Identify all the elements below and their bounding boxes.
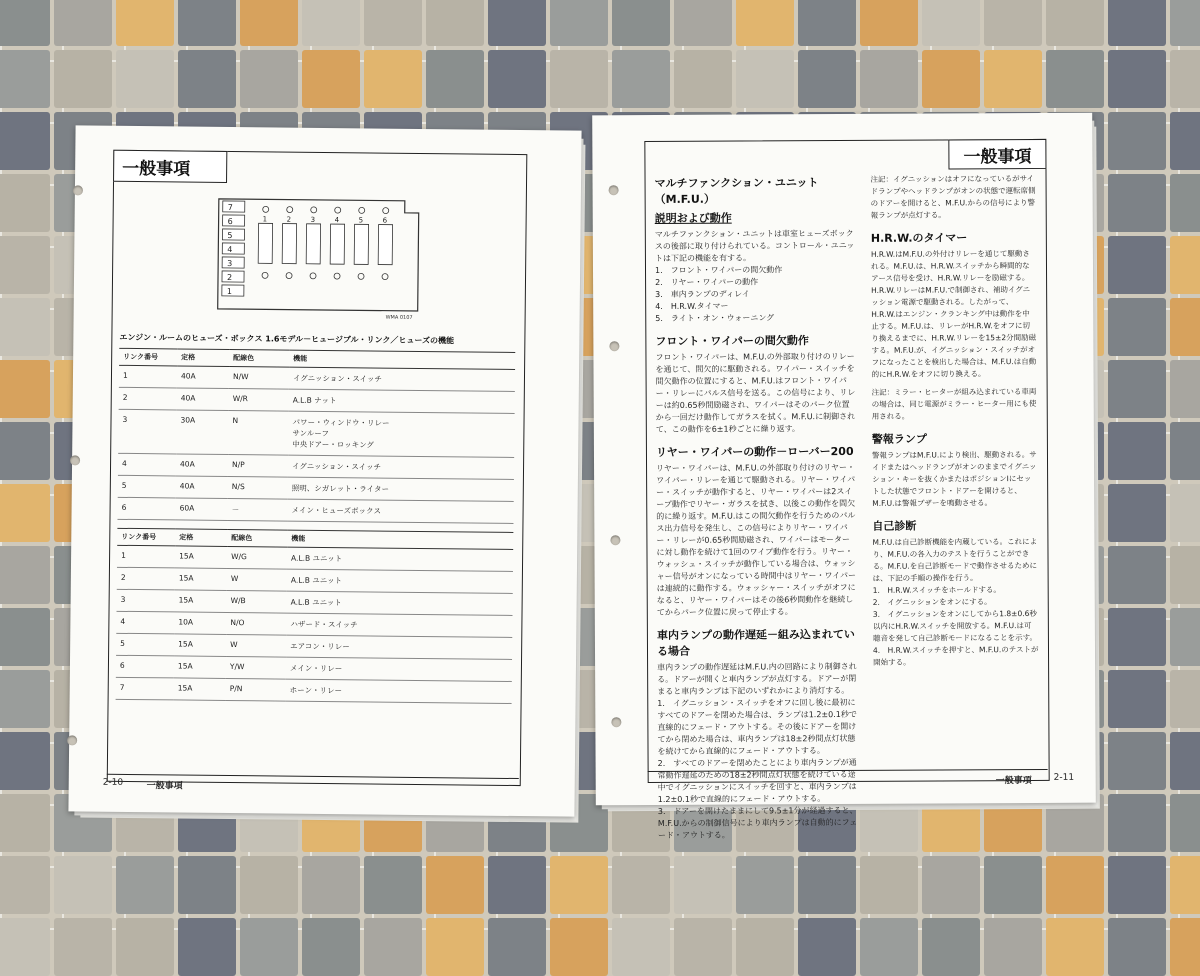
floor-tile: [860, 856, 918, 914]
floor-tile: [550, 0, 608, 46]
table-cell: 10A: [174, 612, 226, 635]
table-cell: 2: [117, 567, 175, 590]
floor-tile: [240, 918, 298, 976]
diagram-terminal: [382, 274, 388, 280]
table-cell: N: [228, 410, 288, 455]
intro-paragraph: マルチファンクション・ユニットは車室ヒューズボックスの後部に取り付けられている。コントロール・ユニットは下記の機能を有する。: [654, 228, 855, 263]
floor-tile: [1108, 918, 1166, 976]
note-2: 注記：ミラー・ヒーターが組み込まれている車両の場合は、同じ電源がミラー・ヒーター用にも使用される。: [871, 386, 1037, 421]
floor-tile: [1108, 670, 1166, 728]
table-cell: 15A: [175, 568, 227, 591]
floor-tile: [1170, 298, 1200, 356]
floor-tile: [116, 50, 174, 108]
diagram-col-number: 6: [382, 216, 388, 225]
floor-tile: [860, 0, 918, 46]
diagram-link-slot: [222, 285, 244, 296]
floor-tile: [1170, 112, 1200, 170]
floor-tile: [736, 856, 794, 914]
diagram-fuse-slot: [258, 223, 272, 263]
diagram-terminal: [262, 272, 268, 278]
table-cell: A.L.B ナット: [289, 389, 515, 413]
floor-tile: [0, 50, 50, 108]
floor-tile: [1108, 546, 1166, 604]
footer-title: 一般事項: [146, 781, 183, 792]
left-page: [68, 125, 581, 816]
self-diagnosis-step: 3. イグニッションをオンにしてから1.8±0.6秒以内にH.R.W.スイッチを開放する。M.F.U.は可聴音を発して自己診断モードになることを示す。: [872, 608, 1038, 643]
floor-tile: [116, 0, 174, 46]
table-cell: P/N: [226, 678, 286, 701]
floor-tile: [798, 856, 856, 914]
table-cell: 40A: [176, 476, 228, 499]
warning-lamp-text: 警報ランプはM.F.U.により検出、駆動される。サイドまたはヘッドランプがオンのままでイグニッション・キーを抜くかまたはポジションⅠにセットした状態でフロント・ドアーを開けると、M.F.U.は警報ブザーを鳴動させる。: [871, 449, 1037, 508]
floor-tile: [0, 360, 50, 418]
floor-tile: [54, 50, 112, 108]
self-diagnosis-step: 2. イグニッションをオンにする。: [872, 597, 992, 607]
floor-tile: [1046, 0, 1104, 46]
floor-tile: [0, 112, 50, 170]
floor-tile: [1170, 50, 1200, 108]
rear-wiper-heading: リヤー・ワイパーの動作－ローバー200: [655, 444, 854, 459]
floor-tile: [922, 0, 980, 46]
diagram-row-number: 5: [227, 230, 233, 241]
floor-tile: [178, 50, 236, 108]
floor-tile: [302, 856, 360, 914]
diagram-terminal: [358, 273, 364, 279]
table-header-cell: リンク番号: [117, 528, 175, 546]
diagram-terminal: [287, 207, 293, 213]
floor-tile: [1108, 174, 1166, 232]
floor-tile: [674, 856, 732, 914]
floor-tile: [1170, 0, 1200, 46]
hrw-timer-heading: H.R.W.のタイマー: [870, 231, 968, 245]
floor-tile: [1108, 50, 1166, 108]
diagram-col-number: 5: [358, 216, 364, 225]
floor-tile: [612, 50, 670, 108]
table-cell: ハザード・スイッチ: [286, 613, 512, 637]
floor-tile: [1108, 608, 1166, 666]
diagram-row-number: 1: [226, 286, 233, 297]
note-1: 注記：イグニッションはオフになっているがサイドランプやヘッドランプがオンの状態で運転席側のドアーを開けると、M.F.U.からの信号により警報ランプが点灯する。: [870, 174, 1036, 220]
floor-tile: [1046, 856, 1104, 914]
footer-page-number: 2-11: [1053, 772, 1075, 783]
floor-tile: [1108, 236, 1166, 294]
floor-tile: [1170, 732, 1200, 790]
page-title: [113, 150, 227, 183]
diagram-col-number: 3: [310, 215, 316, 224]
table-cell: エアコン・リレー: [286, 635, 512, 659]
floor-tile: [426, 0, 484, 46]
floor-tile: [426, 918, 484, 976]
table-cell: 40A: [177, 366, 229, 389]
table-header-cell: 定格: [177, 349, 229, 367]
diagram-fuse-slot: [282, 224, 296, 264]
diagram-link-slot: [222, 271, 244, 282]
table-cell: 15A: [175, 546, 227, 569]
floor-tile: [54, 856, 112, 914]
table-cell: A.L.B ユニット: [287, 591, 513, 615]
diagram-fuse-slot: [330, 224, 344, 264]
table-cell: －: [227, 498, 287, 521]
binder-hole: [611, 717, 621, 727]
table1-caption: エンジン・ルームのヒューズ・ボックス 1.6モデル－ヒュージブル・リンク／ヒューズの機能: [119, 332, 455, 346]
floor-tile: [1108, 732, 1166, 790]
table-cell: N/S: [228, 476, 288, 499]
function-item: 4. H.R.W.タイマー: [655, 301, 729, 311]
floor-tile: [0, 422, 50, 480]
floor-tile: [1108, 298, 1166, 356]
floor-tile: [984, 856, 1042, 914]
diagram-link-slot: [222, 243, 244, 254]
warning-lamp-heading: 警報ランプ: [871, 432, 927, 446]
diagram-link-slot: [222, 257, 244, 268]
floor-tile: [426, 856, 484, 914]
floor-tile: [178, 918, 236, 976]
table-cell: 7: [116, 677, 174, 700]
table-cell: N/O: [226, 612, 286, 635]
table-cell: W: [226, 634, 286, 657]
floor-tile: [922, 856, 980, 914]
table-cell: 15A: [174, 678, 226, 701]
function-list: [655, 264, 855, 325]
floor-tile: [0, 174, 50, 232]
floor-tile: [240, 856, 298, 914]
diagram-terminal: [334, 273, 340, 279]
floor-tile: [1170, 422, 1200, 480]
table-cell: A.L.B ユニット: [287, 547, 513, 571]
floor-tile: [798, 918, 856, 976]
floor-tile: [488, 918, 546, 976]
diagram-link-slot: [223, 215, 245, 226]
fuse-box-diagram: [204, 191, 435, 323]
front-wiper-text: フロント・ワイパーは、M.F.U.の外部取り付けのリレーを通じて、間欠的に駆動される。ワイパー・スイッチを間欠動作の位置にすると、M.F.U.はフロント・ワイパー・リレーにパルス信号を送る。この信号により、リレーは約0.65秒間励磁され、ワイパーはそのパーク位置から一回だけ動作してガラスを拭く。M.F.U.に制御されて、この動作を6±1秒ごとに繰り返す。: [655, 351, 856, 434]
floor-tile: [1108, 422, 1166, 480]
self-diagnosis-step: 4. H.R.W.スイッチを押すと、M.F.U.のテストが開始する。: [872, 644, 1039, 667]
diagram-col-number: 2: [286, 215, 292, 224]
table-cell: メイン・リレー: [286, 657, 512, 681]
floor-tile: [1170, 174, 1200, 232]
page-title-text: 一般事項: [963, 146, 1032, 167]
table-cell: 1: [119, 365, 177, 388]
table-cell: A.L.B ユニット: [287, 569, 513, 593]
floor-tile: [922, 918, 980, 976]
table-cell: N/W: [229, 366, 289, 389]
binder-hole: [70, 455, 80, 465]
floor-tile: [0, 918, 50, 976]
table-cell: 3: [117, 589, 175, 612]
table-cell: 40A: [176, 454, 228, 477]
right-column-2: [871, 173, 1040, 669]
footer-title: 一般事項: [995, 776, 1032, 787]
page-title-text: 一般事項: [122, 158, 191, 180]
interior-lamp-item: 1. イグニッション・スイッチをオフに回し後に最初にすべてのドアーを閉めた場合は、ランプは1.2±0.1秒で直線的にフェード・アウトする。その後にドアーを開けてから閉めた場合は、車内ランプは18±2秒間点灯状態を続けてから直線的にフェード・アウトする。: [657, 697, 857, 756]
floor-tile: [922, 50, 980, 108]
floor-tile: [550, 856, 608, 914]
diagram-col-number: 4: [334, 216, 340, 225]
floor-tile: [674, 918, 732, 976]
floor-tile: [1108, 856, 1166, 914]
table-cell: メイン・ヒューズボックス: [287, 499, 513, 523]
binder-hole: [73, 185, 83, 195]
table-cell: W/R: [229, 388, 289, 411]
diagram-fuse-slot: [306, 224, 320, 264]
floor-tile: [364, 918, 422, 976]
floor-tile: [1108, 0, 1166, 46]
floor-tile: [1170, 670, 1200, 728]
diagram-row-number: 4: [227, 244, 233, 255]
floor-tile: [0, 794, 50, 852]
table-row: [116, 677, 512, 703]
table-cell: イグニッション・スイッチ: [289, 367, 515, 391]
table-cell: 1: [117, 545, 175, 568]
table-cell: 30A: [176, 410, 228, 455]
diagram-row-number: 3: [227, 258, 233, 269]
floor-tile: [0, 856, 50, 914]
floor-tile: [426, 50, 484, 108]
floor-tile: [1170, 794, 1200, 852]
binder-hole: [609, 185, 619, 195]
floor-tile: [1170, 856, 1200, 914]
table-header-cell: 定格: [175, 529, 227, 547]
floor-tile: [364, 0, 422, 46]
floor-tile: [1170, 546, 1200, 604]
diagram-terminal: [359, 207, 365, 213]
floor-tile: [0, 546, 50, 604]
diagram-col-number: 1: [262, 215, 268, 224]
function-item: 5. ライト・オン・ウォーニング: [655, 313, 775, 323]
floor-tile: [240, 0, 298, 46]
floor-tile: [364, 50, 422, 108]
table-row: [118, 409, 514, 457]
fuse-table: [116, 528, 514, 704]
floor-tile: [1170, 360, 1200, 418]
self-diagnosis-list: [873, 584, 1039, 669]
binder-hole: [609, 341, 619, 351]
floor-tile: [54, 0, 112, 46]
floor-tile: [612, 856, 670, 914]
self-diagnosis-text: M.F.U.は自己診断機能を内蔵している。これにより、M.F.U.の各入力のテストを行うことができる。M.F.U.を自己診断モードで動作させるためには、下記の手順の操作を行う。: [872, 536, 1038, 583]
diagram-terminal: [335, 207, 341, 213]
floor-tile: [860, 918, 918, 976]
table-cell: 6: [116, 655, 174, 678]
table-cell: 5: [118, 475, 176, 498]
diagram-terminal: [286, 273, 292, 279]
diagram-row-number: 2: [226, 272, 233, 283]
table-cell: 60A: [175, 498, 227, 521]
table-cell: 6: [117, 497, 175, 520]
diagram-terminal: [383, 208, 389, 214]
table-header-cell: 配線色: [227, 529, 287, 547]
table-cell: 照明、シガレット・ライター: [288, 477, 514, 501]
rear-wiper-text: リヤー・ワイパーは、M.F.U.の外部取り付けのリヤー・ワイパー・リレーを通じて駆動される。リヤー・ワイパー・スイッチが動作すると、リヤー・ワイパーは2スイープ動作でリヤー・ガラスを拭き、以後この動作を間欠的に繰り返す。M.F.U.はこの間欠動作を行うためのパルス出力信号を発生し、この信号によりリヤー・ワイパー・リレーが0.65秒間励磁され、ワイパーはモーターに対し動作を続けて1回のワイプ動作を行う。リヤー・ウォッシュ・スイッチが動作している場合は、ウォッシャー信号がオンになっている時間中はリヤー・ワイパーは連続的に動作する。ウォッシャー・スイッチがオフになると、リヤー・ワイパーはその後6秒間動作を継続してからパーク位置に戻って停止する。: [656, 462, 857, 617]
floor-tile: [178, 856, 236, 914]
footer-page-number: 2-10: [102, 777, 124, 788]
binder-hole: [610, 535, 620, 545]
floor-tile: [1170, 608, 1200, 666]
interior-lamp-heading: 車内ランプの動作遅延－組み込まれている場合: [656, 627, 855, 658]
table-cell: W/B: [227, 590, 287, 613]
floor-tile: [550, 50, 608, 108]
floor-tile: [674, 50, 732, 108]
right-column-1: [655, 174, 858, 842]
table-cell: 15A: [175, 590, 227, 613]
diagram-terminal: [310, 273, 316, 279]
table-cell: W: [227, 568, 287, 591]
diagram-row-number: 7: [227, 202, 233, 213]
floor-tile: [1108, 484, 1166, 542]
floor-tile: [54, 918, 112, 976]
table-cell: Y/W: [226, 656, 286, 679]
floor-tile: [798, 0, 856, 46]
floor-tile: [1046, 50, 1104, 108]
table-row: [117, 497, 513, 523]
interior-lamp-text: 車内ランプの動作遅延はM.F.U.内の回路により制御される。ドアーが開くと車内ランプが点灯する。ドアーが閉まると車内ランプは下記のいずれかにより消灯する。: [657, 661, 857, 696]
floor-tile: [860, 50, 918, 108]
table-cell: 15A: [174, 634, 226, 657]
table-cell: 4: [116, 611, 174, 634]
table-header-cell: 機能: [287, 530, 513, 549]
right-page: [592, 113, 1096, 840]
diagram-row-number: 6: [227, 216, 233, 227]
floor-tile: [0, 0, 50, 46]
table-cell: 3: [118, 409, 176, 454]
floor-tile: [798, 50, 856, 108]
table-cell: 5: [116, 633, 174, 656]
description-heading: 説明および動作: [654, 211, 732, 225]
table-header-cell: 配線色: [229, 349, 289, 367]
diagram-link-slot: [223, 201, 245, 212]
floor-tile: [488, 856, 546, 914]
floor-tile: [302, 918, 360, 976]
function-item: 2. リヤー・ワイパーの動作: [655, 277, 759, 287]
table-cell: 40A: [177, 388, 229, 411]
floor-tile: [1108, 360, 1166, 418]
floor-tile: [736, 50, 794, 108]
floor-tile: [984, 50, 1042, 108]
floor-tile: [984, 0, 1042, 46]
diagram-fuse-slot: [378, 225, 392, 265]
floor-tile: [488, 50, 546, 108]
floor-tile: [0, 236, 50, 294]
table-cell: イグニッション・スイッチ: [288, 455, 514, 479]
fusible-link-table: [117, 348, 515, 524]
floor-tile: [1170, 236, 1200, 294]
floor-tile: [178, 0, 236, 46]
table-cell: パワー・ウィンドウ・リレー サンルーフ 中央ドアー・ロッキング: [288, 411, 514, 457]
floor-tile: [984, 918, 1042, 976]
table-cell: 2: [119, 387, 177, 410]
floor-tile: [550, 918, 608, 976]
diagram-link-slot: [222, 229, 244, 240]
mfu-title: マルチファンクション・ユニット（M.F.U.）: [654, 176, 819, 206]
floor-tile: [0, 484, 50, 542]
diagram-terminal: [311, 207, 317, 213]
function-item: 1. フロント・ワイパーの間欠動作: [654, 265, 783, 275]
floor-tile: [0, 732, 50, 790]
floor-tile: [1108, 112, 1166, 170]
floor-tile: [0, 298, 50, 356]
table-header-cell: 機能: [289, 350, 515, 369]
interior-lamp-item: 3. ドアーを開けたままにして9.5±1分が経過すると、M.F.U.からの制御信号により車内ランプは自動的にフェード・アウトする。: [657, 805, 858, 840]
diagram-fuse-slot: [354, 224, 368, 264]
floor-tile: [674, 0, 732, 46]
function-item: 3. 車内ランプのディレイ: [655, 289, 750, 299]
hrw-timer-text: H.R.W.はM.F.U.の外付けリレーを通じて駆動される。M.F.U.は、H.R.W.スイッチから瞬間的なアース信号を受け、H.R.W.リレーを励磁する。H.R.W.リレーはM.F.U.で制御され、補助イグニッション電源で駆動される。したがって、H.R.W.はエンジン・クランキング中は動作を中止する。M.F.U.は、リレーがH.R.W.をオフに切り換えるまでに、H.R.W.リレーを15±2分間励磁する。M.F.U.が、イグニッション・スイッチがオフになったことを検出した場合は、M.F.U.は自動的にH.R.W.をオフに切り換える。: [870, 249, 1037, 379]
diagram-terminal: [263, 206, 269, 212]
front-wiper-heading: フロント・ワイパーの間欠動作: [655, 334, 809, 348]
floor-tile: [612, 0, 670, 46]
table-cell: 4: [118, 453, 176, 476]
floor-tile: [364, 856, 422, 914]
floor-tile: [302, 0, 360, 46]
floor-tile: [0, 608, 50, 666]
table-cell: 15A: [174, 656, 226, 679]
table-header-cell: リンク番号: [119, 348, 177, 366]
floor-tile: [736, 0, 794, 46]
binder-hole: [67, 735, 77, 745]
self-diagnosis-heading: 自己診断: [872, 519, 917, 533]
floor-tile: [488, 0, 546, 46]
floor-tile: [1170, 484, 1200, 542]
floor-tile: [302, 50, 360, 108]
table-cell: W/G: [227, 546, 287, 569]
floor-tile: [0, 670, 50, 728]
floor-tile: [1046, 918, 1104, 976]
floor-tile: [116, 856, 174, 914]
floor-tile: [1170, 918, 1200, 976]
floor-tile: [736, 918, 794, 976]
table-cell: ホーン・リレー: [286, 679, 512, 703]
floor-tile: [1108, 794, 1166, 852]
floor-tile: [612, 918, 670, 976]
page-title: [948, 139, 1046, 170]
self-diagnosis-step: 1. H.R.W.スイッチをホールドする。: [872, 585, 1001, 595]
diagram-label: WMA 0107: [385, 314, 413, 321]
table-cell: N/P: [228, 454, 288, 477]
interior-lamp-item: 2. すべてのドアーを閉めたことにより車内ランプが通常動作遅延のための18±2秒間点灯状態を続けている途中でイグニッションにスイッチを回すと、車内ランプは1.2±0.1秒で直線的にフェード・アウトする。: [657, 757, 857, 804]
floor-tile: [240, 50, 298, 108]
floor-tile: [116, 918, 174, 976]
